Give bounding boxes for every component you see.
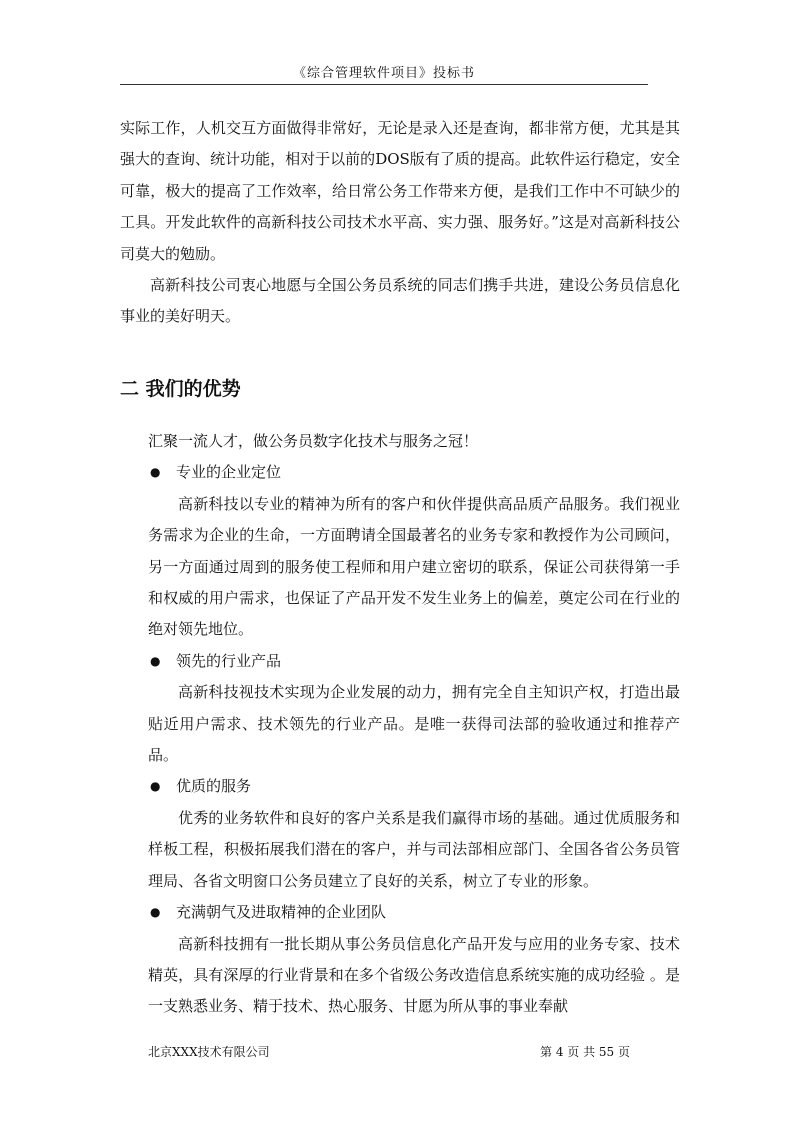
- section-slogan: 汇聚一流人才，做公务员数字化技术与服务之冠！: [148, 432, 479, 450]
- bullet-paragraph: 高新科技视技术实现为企业发展的动力，拥有完全自主知识产权，打造出最贴近用户需求、技术领先的行业产品。是唯一获得司法部的验收通过和推荐产品。: [148, 683, 680, 765]
- bullet-heading: 优质的服务: [176, 777, 252, 796]
- bullet-item: [148, 457, 680, 488]
- bullet-paragraph: 高新科技以专业的精神为所有的客户和伙伴提供高品质产品服务。我们视业务需求为企业的生命，一方面聘请全国最著名的业务专家和教授作为公司顾问，另一方面通过周到的服务使工程师和用户建立密切的联系，保证公司获得第一手和权威的用户需求，也保证了产品开发不发生业务上的偏差，奠定公司在行业的绝对领先地位。: [148, 494, 680, 639]
- bullet-item: [148, 646, 680, 677]
- advantages-section: [148, 426, 680, 1023]
- bullet-icon: ●: [150, 653, 161, 668]
- intro-paragraph: 高新科技公司衷心地愿与全国公务员系统的同志们携手共进，建设公务员信息化事业的美好明天。: [120, 276, 680, 326]
- bullet-paragraph: 优秀的业务软件和良好的客户关系是我们赢得市场的基础。通过优质服务和样板工程，积极拓展我们潜在的客户，并与司法部相应部门、全国各省公务员管理局、各省文明窗口公务员建立了良好的关系，树立了专业的形象。: [148, 808, 680, 890]
- bullet-heading: 领先的行业产品: [176, 651, 282, 670]
- bullet-heading: 充满朝气及进取精神的企业团队: [176, 903, 387, 922]
- bullet-item: [148, 771, 680, 802]
- footer-company: 北京XXX技术有限公司: [148, 1045, 270, 1059]
- intro-text: [120, 113, 680, 333]
- section-heading: 二 我们的优势: [120, 378, 241, 400]
- bullet-heading: 专业的企业定位: [176, 463, 282, 482]
- bullet-item: [148, 897, 680, 928]
- footer-page-number: 第 4 页 共 55 页: [540, 1045, 630, 1059]
- intro-paragraph: 实际工作，人机交互方面做得非常好，无论是录入还是查询，都非常方便，尤其是其强大的查询、统计功能，相对于以前的DOS版有了质的提高。此软件运行稳定，安全可靠，极大的提高了工作效率，给日常公务工作带来方便，是我们工作中不可缺少的工具。开发此软件的高新科技公司技术水平高、实力强、服务好。”这是对高新科技公司莫大的勉励。: [120, 119, 680, 263]
- page-header-title: 《综合管理软件项目》投标书: [292, 66, 475, 81]
- bullet-icon: ●: [150, 779, 161, 794]
- bullet-paragraph: 高新科技拥有一批长期从事公务员信息化产品开发与应用的业务专家、技术精英，具有深厚的行业背景和在多个省级公务改造信息系统实施的成功经验 。是一支熟悉业务、精于技术、热心服务、甘愿为所从事的事业奉献: [148, 934, 680, 1016]
- header-divider: [120, 84, 648, 85]
- bullet-icon: ●: [150, 465, 161, 480]
- bullet-icon: ●: [150, 905, 161, 920]
